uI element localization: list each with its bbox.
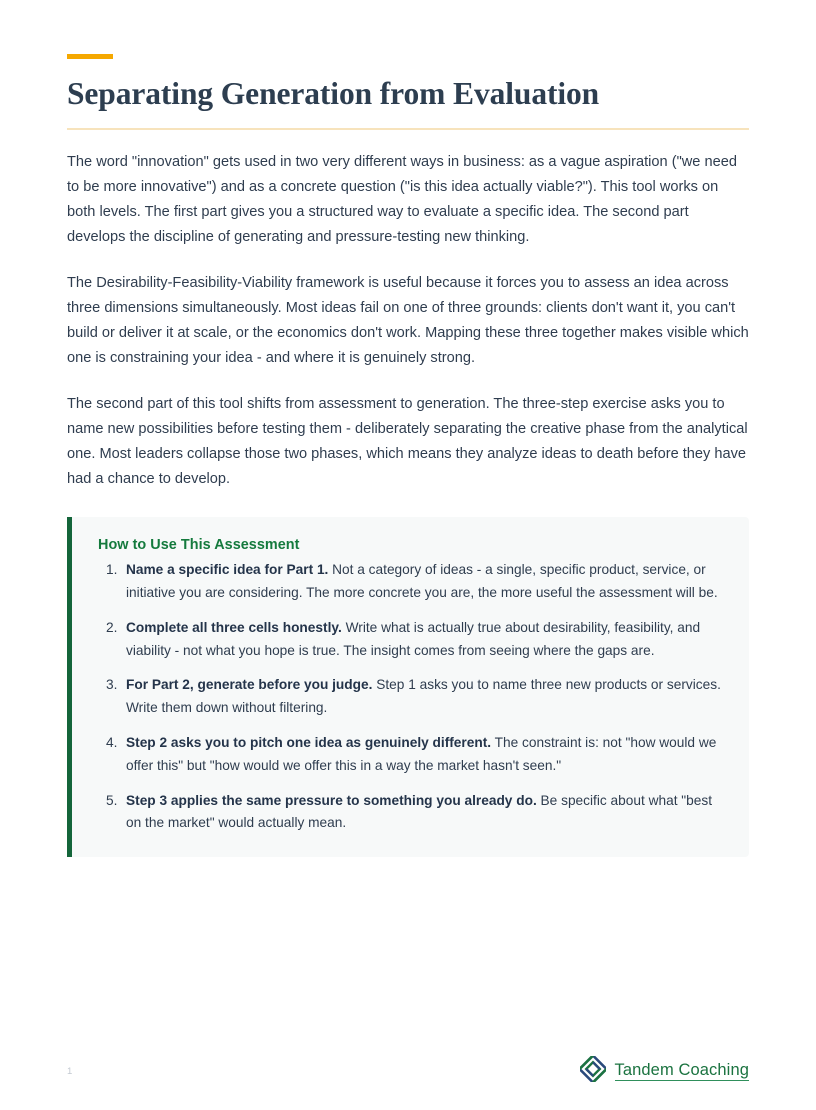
callout-list — [98, 559, 723, 835]
list-item-text: Not a category of ideas - a single, specific product, service, or initiative you are considering. The more concrete you are, the more useful the assessment will be. — [126, 562, 718, 600]
list-item — [98, 559, 723, 605]
title-accent-bar — [67, 54, 113, 59]
list-item-lead: Complete all three cells honestly. — [126, 619, 342, 635]
page-number: 1 — [67, 1065, 73, 1077]
list-item-lead: Step 2 asks you to pitch one idea as genuinely different. — [126, 734, 492, 750]
paragraph-2: The Desirability-Feasibility-Viability framework is useful because it forces you to assess an idea across three dimensions simultaneously. Most ideas fail on one of three grounds: clients don't want it, you can't build or deliver it at scale, or the economics don't work. Mapping these three together makes visible which one is constraining your idea - and where it is genuinely strong. — [67, 275, 749, 367]
diamond-logo-icon — [580, 1056, 606, 1087]
document-page — [0, 54, 816, 1110]
list-item-lead: For Part 2, generate before you judge. — [126, 677, 373, 693]
list-item — [98, 732, 723, 778]
list-item-lead: Name a specific idea for Part 1. — [126, 562, 329, 578]
list-item — [98, 674, 723, 720]
page-title: Separating Generation from Evaluation — [67, 76, 600, 111]
callout-title: How to Use This Assessment — [98, 537, 300, 554]
list-item — [98, 617, 723, 663]
brand-name: Tandem Coaching — [615, 1061, 750, 1081]
list-item-text: Be specific about what "best on the market" would actually mean. — [126, 792, 713, 831]
brand-logo — [580, 1056, 750, 1087]
paragraph-3: The second part of this tool shifts from assessment to generation. The three-step exercise asks you to name new possibilities before testing them - deliberately separating the creative phase from the analytical one. Most leaders collapse those two phases, which means they analyze ideas to death before they have had a chance to develop. — [67, 396, 748, 488]
list-item-text: Write what is actually true about desirability, feasibility, and viability - not what you hope is true. The insight comes from seeing where the gaps are. — [126, 619, 701, 658]
body-copy — [67, 150, 749, 492]
paragraph-1: The word "innovation" gets used in two very different ways in business: as a vague aspiration ("we need to be more innovative") and as a concrete question ("is this idea actually viable?"). This tool works on both levels. The first part gives you a structured way to evaluate a specific idea. The second part develops the discipline of generating and pressure-testing new thinking. — [67, 154, 737, 246]
title-divider-rule — [67, 128, 749, 130]
list-item-lead: Step 3 applies the same pressure to something you already do. — [126, 792, 537, 808]
list-item-text: The constraint is: not "how would we offer this" but "how would we offer this in a way the market hasn't seen." — [126, 734, 717, 773]
how-to-use-callout — [67, 517, 749, 857]
page-footer — [67, 1050, 749, 1092]
list-item — [98, 790, 723, 836]
list-item-text: Step 1 asks you to name three new products or services. Write them down without filtering. — [126, 677, 721, 716]
